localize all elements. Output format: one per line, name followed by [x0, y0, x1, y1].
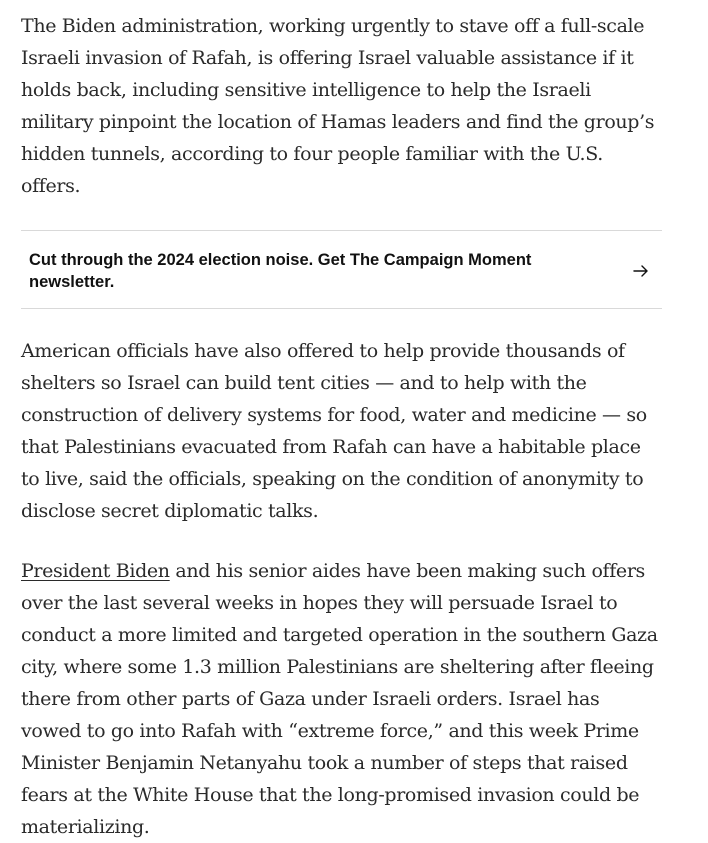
newsletter-promo[interactable] — [21, 230, 662, 309]
article-paragraph-3 — [21, 555, 662, 843]
newsletter-promo-text[interactable]: Cut through the 2024 election noise. Get The Campaign Moment newsletter. — [29, 251, 532, 291]
article-body — [21, 10, 662, 843]
arrow-right-icon[interactable] — [632, 262, 650, 280]
article-paragraph-1: The Biden administration, working urgently to stave off a full-scale Israeli invasion of Rafah, is offering Israel valuable assistance if it holds back, including sensitive intelligence to help the Israeli military pinpoint the location of Hamas leaders and find the group’s hidden tunnels, according to four people familiar with the U.S. offers. — [21, 15, 655, 197]
article-paragraph-3-text: and his senior aides have been making such offers over the last several weeks in hopes they will persuade Israel to conduct a more limited and targeted operation in the southern Gaza city, where some 1.3 million Palestinians are sheltering after fleeing there from other parts of Gaza under Israeli orders. Israel has vowed to go into Rafah with “extreme force,” and this week Prime Minister Benjamin Netanyahu took a number of steps that raised fears at the White House that the long-promised invasion could be materializing. — [21, 560, 658, 838]
article-paragraph-2: American officials have also offered to help provide thousands of shelters so Israel can build tent cities — and to help with the construction of delivery systems for food, water and medicine — so that Palestinians evacuated from Rafah can have a habitable place to live, said the officials, speaking on the condition of anonymity to disclose secret diplomatic talks. — [21, 340, 647, 522]
president-biden-link[interactable]: President Biden — [21, 560, 170, 582]
